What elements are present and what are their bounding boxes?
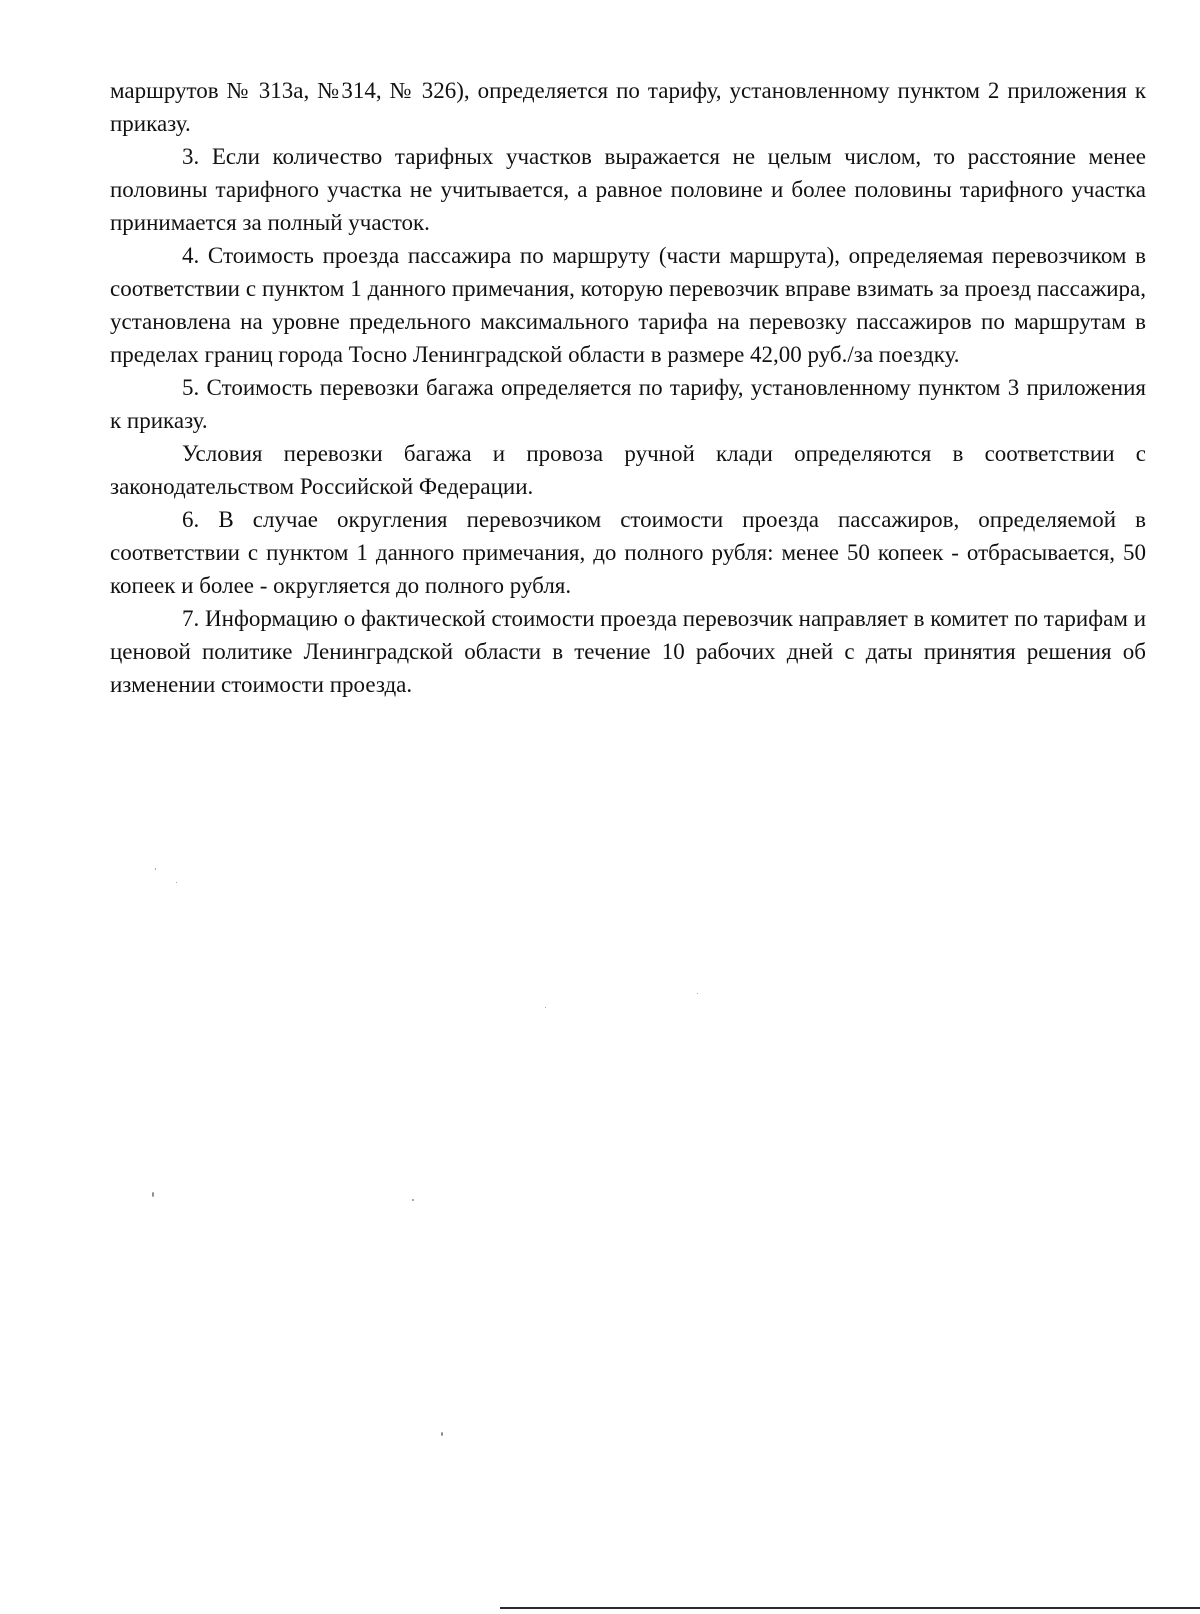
paragraph-item-3: 3. Если количество тарифных участков выражается не целым числом, то расстояние менее половины тарифного участка не учитывается, а равное половине и более половины тарифного участка принимается за полный участок. <box>110 144 1146 235</box>
scan-speck <box>152 1192 154 1197</box>
paragraph-item-6: 6. В случае округления перевозчиком стоимости проезда пассажиров, определяемой в соответствии с пунктом 1 данного примечания, до полного рубля: менее 50 копеек - отбрасывается, 50 копеек и более - округляется до полного рубля. <box>110 507 1146 598</box>
scan-speck <box>545 1007 546 1008</box>
document-body <box>110 74 1146 701</box>
scan-speck <box>176 882 177 883</box>
scan-speck <box>412 1199 414 1201</box>
paragraph-baggage-conditions: Условия перевозки багажа и провоза ручной клади определяются в соответствии с законодательством Российской Федерации. <box>110 441 1146 499</box>
scan-speck <box>441 1432 443 1436</box>
paragraph-item-7: 7. Информацию о фактической стоимости проезда перевозчик направляет в комитет по тарифам и ценовой политике Ленинградской области в течение 10 рабочих дней с даты принятия решения об изменении стоимости проезда. <box>110 606 1146 697</box>
paragraph-item-4: 4. Стоимость проезда пассажира по маршруту (части маршрута), определяемая перевозчиком в соответствии с пунктом 1 данного примечания, которую перевозчик вправе взимать за проезд пассажира, установлена на уровне предельного максимального тарифа на перевозку пассажиров по маршрутам в пределах границ города Тосно Ленинградской области в размере 42,00 руб./за поездку. <box>110 243 1146 367</box>
paragraph-item-5: 5. Стоимость перевозки багажа определяется по тарифу, установленному пунктом 3 приложения к приказу. <box>110 375 1146 433</box>
bottom-scan-edge <box>500 1607 1200 1609</box>
paragraph-routes-continuation: маршрутов № 313а, №314, № 326), определяется по тарифу, установленному пунктом 2 приложения к приказу. <box>110 78 1146 136</box>
scan-speck <box>697 993 698 994</box>
scan-speck <box>155 868 156 870</box>
